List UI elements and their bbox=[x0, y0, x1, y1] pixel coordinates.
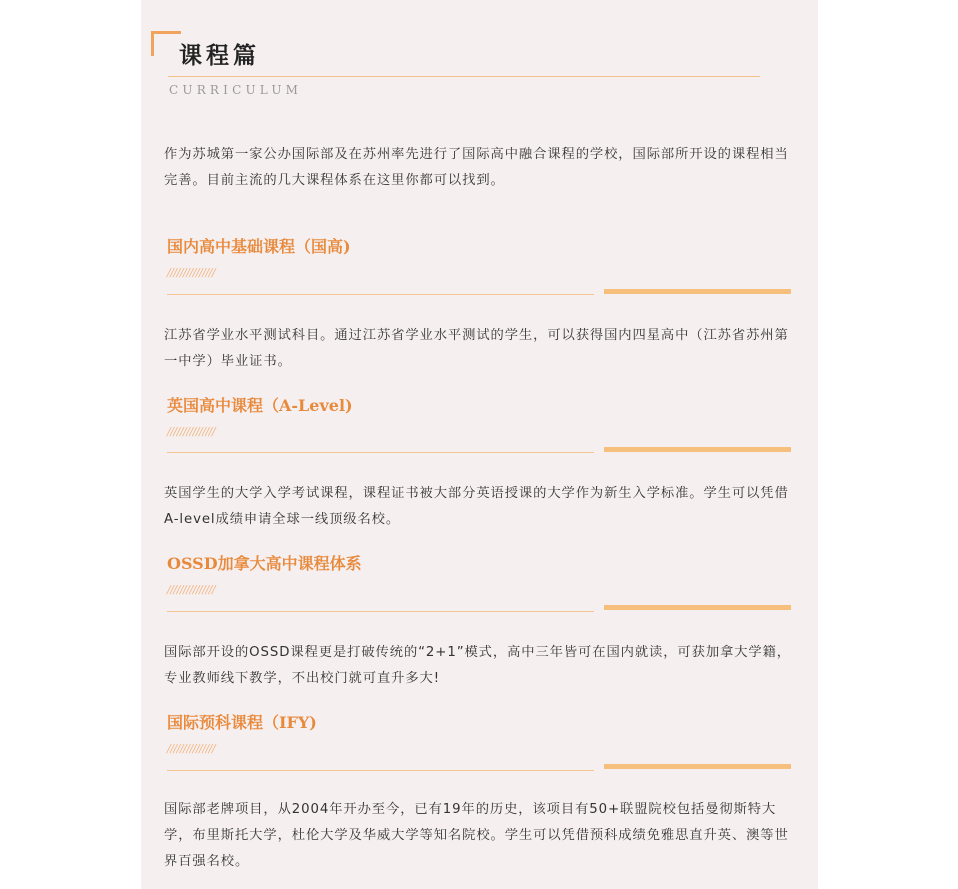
section-paragraph: 英国学生的大学入学考试课程，课程证书被大部分英语授课的大学作为新生入学标准。学生可以凭借A-level成绩申请全球一线顶级名校。 bbox=[164, 486, 789, 527]
section-divider-thin bbox=[167, 452, 594, 453]
section-divider-thin bbox=[167, 294, 594, 295]
section-title: OSSD加拿大高中课程体系 bbox=[167, 554, 362, 573]
slash-decoration: /////////////// bbox=[167, 266, 216, 279]
section-divider-bar bbox=[604, 764, 791, 769]
slash-decoration: /////////////// bbox=[167, 425, 216, 438]
slash-decoration: /////////////// bbox=[167, 583, 216, 596]
section-divider-bar bbox=[604, 605, 791, 610]
section-paragraph: 国际部开设的OSSD课程更是打破传统的“2+1”模式，高中三年皆可在国内就读，可获加拿大学籍，专业教师线下教学，不出校门就可直升多大! bbox=[164, 645, 792, 686]
slash-decoration: /////////////// bbox=[167, 742, 216, 755]
section-divider-thin bbox=[167, 770, 594, 771]
section-divider-thin bbox=[167, 611, 594, 612]
title-divider bbox=[168, 76, 760, 77]
section-divider-bar bbox=[604, 447, 791, 452]
corner-bracket-decoration bbox=[151, 31, 181, 56]
intro-paragraph: 作为苏城第一家公办国际部及在苏州率先进行了国际高中融合课程的学校，国际部所开设的课程相当完善。目前主流的几大课程体系在这里你都可以找到。 bbox=[164, 147, 789, 188]
section-paragraph: 国际部老牌项目，从2004年开办至今，已有19年的历史，该项目有50+联盟院校包括曼彻斯特大学，布里斯托大学，杜伦大学及华威大学等知名院校。学生可以凭借预科成绩免雅思直升英、澳等世界百强名校。 bbox=[164, 802, 789, 869]
section-title: 英国高中课程（A-Level) bbox=[167, 396, 353, 415]
section-title: 国际预科课程（IFY) bbox=[167, 713, 317, 732]
page-title: 课程篇 bbox=[179, 43, 260, 69]
article-panel bbox=[141, 0, 818, 889]
page-subtitle: CURRICULUM bbox=[169, 83, 303, 97]
section-divider-bar bbox=[604, 289, 791, 294]
section-paragraph: 江苏省学业水平测试科目。通过江苏省学业水平测试的学生，可以获得国内四星高中（江苏省苏州第一中学）毕业证书。 bbox=[164, 328, 789, 369]
section-title: 国内高中基础课程（国高) bbox=[167, 237, 351, 256]
